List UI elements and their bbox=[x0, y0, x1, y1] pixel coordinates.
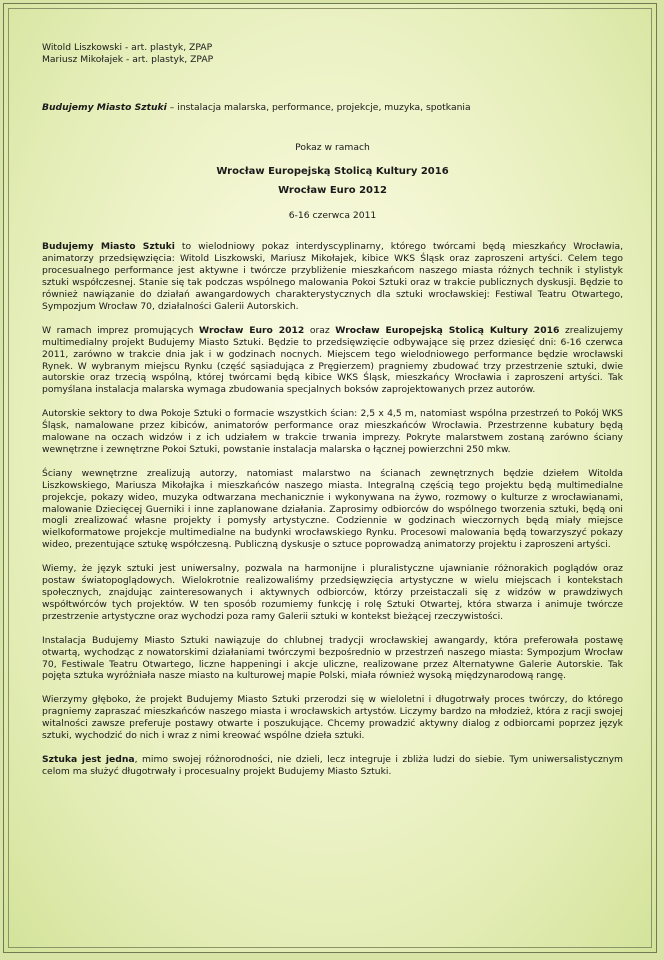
headline-wroclaw-2016: Wrocław Europejską Stolicą Kultury 2016 bbox=[216, 165, 449, 177]
paragraph-closing bbox=[42, 754, 623, 778]
paragraph-closing-bold: Sztuka jest jedna bbox=[42, 753, 135, 765]
paragraph-intro-text: to wielodniowy pokaz interdyscyplinarny, którego twórcami będą mieszkańcy Wrocławia, animatorzy przedsięwzięcia: Witold Liszkowski, Mariusz Mikołajek, kibice WKS Śląsk oraz zaproszeni artyści. Celem tego procesualnego performance jest aktywne i twórcze przybliżenie mieszkańcom naszego miasta różnych technik i stylistyk sztuki współczesnej. Stanie się tak podczas wspólnego malowania Pokoi Sztuki oraz w trakcie publicznych dyskusji. Będzie to również nawiązanie do działań awangardowych charakterystycznych dla sztuki wrocławskiej: Festiwal Teatru Otwartego, Sympozjum Wrocław 70, działalności Galerii Autorskich. bbox=[42, 241, 623, 312]
paragraph-universal-language: Wiemy, że język sztuki jest uniwersalny, pozwala na harmonijne i pluralistyczne ujawnianie różnorakich poglądów oraz postaw światopoglądowych. Wielokrotnie realizowaliśmy przedsięwzięcia artystyczne w wielu miejscach i kontekstach społecznych, znajdując zainteresowanych i aktywnych odbiorców, którzy przeistaczali się z widzów w prawdziwych współtwórców tych projektów. W ten sposób rozumiemy funkcję i rolę Sztuki Otwartej, która stwarza i animuje twórcze przestrzenie artystyczne oraz wychodzi poza ramy Galerii sztuki w kontekst bieżącej rzeczywistości. bbox=[42, 563, 623, 622]
paragraph-intro bbox=[42, 241, 623, 312]
paragraph-events-bold1: Wrocław Euro 2012 bbox=[198, 324, 305, 336]
event-dates: 6-16 czerwca 2011 bbox=[288, 210, 377, 222]
paragraph-walls: Ściany wewnętrzne zrealizują autorzy, natomiast malarstwo na ścianach zewnętrznych będzie dziełem Witolda Liszkowskiego, Mariusza Mikołajka i mieszkańców naszego miasta. Integralną częścią tego projektu będą multimedialne projekcje, pokazy wideo, muzyka odtwarzana mechanicznie i wykonywana na żywo, rozmowy o kulturze z wrocławianami, malowanie Dziecięcej Guerniki i inne zaplanowane działania. Zaprosimy odbiorców do wspólnego tworzenia sztuki, będą oni mogli zrealizować własne projekty i pomysły artystyczne. Codziennie w godzinach wieczornych będą miały miejsce wielkoformatowe projekcje multimedialne na budynki wrocławskiego Rynku. Procesowi malowania będą towarzyszyć pokazy wideo, prezentujące sztukę współczesną. Publiczną dyskusje o sztuce poprowadzą animatorzy projektu i zaproszeni artyści. bbox=[42, 467, 623, 551]
authors-block bbox=[42, 42, 623, 66]
paragraph-events-c: oraz bbox=[304, 324, 336, 336]
project-title-line bbox=[42, 102, 623, 114]
author-line: Mariusz Mikołajek - art. plastyk, ZPAP bbox=[42, 53, 214, 65]
paragraph-events-bold2: Wrocław Europejską Stolicą Kultury 2016 bbox=[335, 324, 560, 336]
paragraph-intro-bold: Budujemy Miasto Sztuki bbox=[42, 241, 175, 253]
paragraph-events bbox=[42, 325, 623, 396]
project-subtitle: – instalacja malarska, performance, projekcje, muzyka, spotkania bbox=[166, 101, 471, 113]
paragraph-belief: Wierzymy głęboko, że projekt Budujemy Miasto Sztuki przerodzi się w wieloletni i długotrwały proces twórczy, do którego pragniemy zapraszać mieszkańców naszego miasta i wrocławskich artystów. Liczymy bardzo na młodzież, która z racji swojej witalności zawsze preferuje postawy otwarte i poszukujące. Chcemy prowadzić aktywny dialog z odbiorcami poprzez język sztuki, wychodzić do nich i wraz z nimi kreować wspólne dzieła sztuki. bbox=[42, 694, 623, 742]
author-line: Witold Liszkowski - art. plastyk, ZPAP bbox=[42, 42, 213, 53]
document-body bbox=[42, 42, 623, 778]
paragraph-events-d: zrealizujemy multimedialny projekt Budujemy Miasto Sztuki. Będzie to przedsięwzięcie odbywające się przez dziesięć dni: 6-16 czerwca 2011, zarówno w trakcie dnia jak i w godzinach nocnych. Miejscem tego wielodniowego performance będzie wrocławski Rynek. W wybranym miejscu Rynku (część sąsiadująca z Pręgierzem) pragniemy zbudować trzy przestrzenie sztuki, dwie autorskie oraz trzecią wspólną, której twórcami będą kibice WKS Śląsk, mieszkańcy Wrocławia i zaproszeni artyści. Tak pomyślana instalacja malarska wymaga zbudowania specjalnych boksów zaprojektowanych przez autorów. bbox=[42, 324, 623, 396]
paragraph-events-a: W ramach imprez promujących bbox=[42, 324, 199, 336]
project-name: Budujemy Miasto Sztuki bbox=[42, 101, 167, 113]
headline-wroclaw-euro: Wrocław Euro 2012 bbox=[278, 184, 387, 196]
paragraph-sectors: Autorskie sektory to dwa Pokoje Sztuki o formacie wszystkich ścian: 2,5 x 4,5 m, natomiast wspólna przestrzeń to Pokój WKS Śląsk, namalowane przez kibiców, animatorów performance oraz mieszkańców Wrocławia. Przestrzenne kubatury będą malowane na oczach widzów i z ich udziałem w trakcie trwania imprezy. Pokryte malarstwem zostaną zarówno ściany wewnętrzne i zewnętrzne Pokoi Sztuki, powstanie instalacja malarska o łącznej powierzchni 250 mkw. bbox=[42, 408, 623, 455]
paragraph-tradition: Instalacja Budujemy Miasto Sztuki nawiązuje do chlubnej tradycji wrocławskiej awangardy, która preferowała postawę otwartą, wychodząc z nowatorskimi działaniami twórczymi bezpośrednio w przestrzeń naszego miasta: Sympozjum Wrocław 70, Festiwale Teatru Otwartego, liczne happeningi i akcje uliczne, realizowane przez Alternatywne Galerie Autorskie. Tak pojęta sztuka wyróżniała nasze miasto na kulturowej mapie Polski, miała również wysoką międzynarodową rangę. bbox=[42, 634, 623, 682]
paragraph-closing-text: , mimo swojej różnorodności, nie dzieli, lecz integruje i zbliża ludzi do siebie. Tym uniwersalistycznym celom ma służyć długotrwały i procesualny projekt Budujemy Miasto Sztuki. bbox=[42, 753, 623, 777]
pokaz-label: Pokaz w ramach bbox=[295, 141, 370, 153]
